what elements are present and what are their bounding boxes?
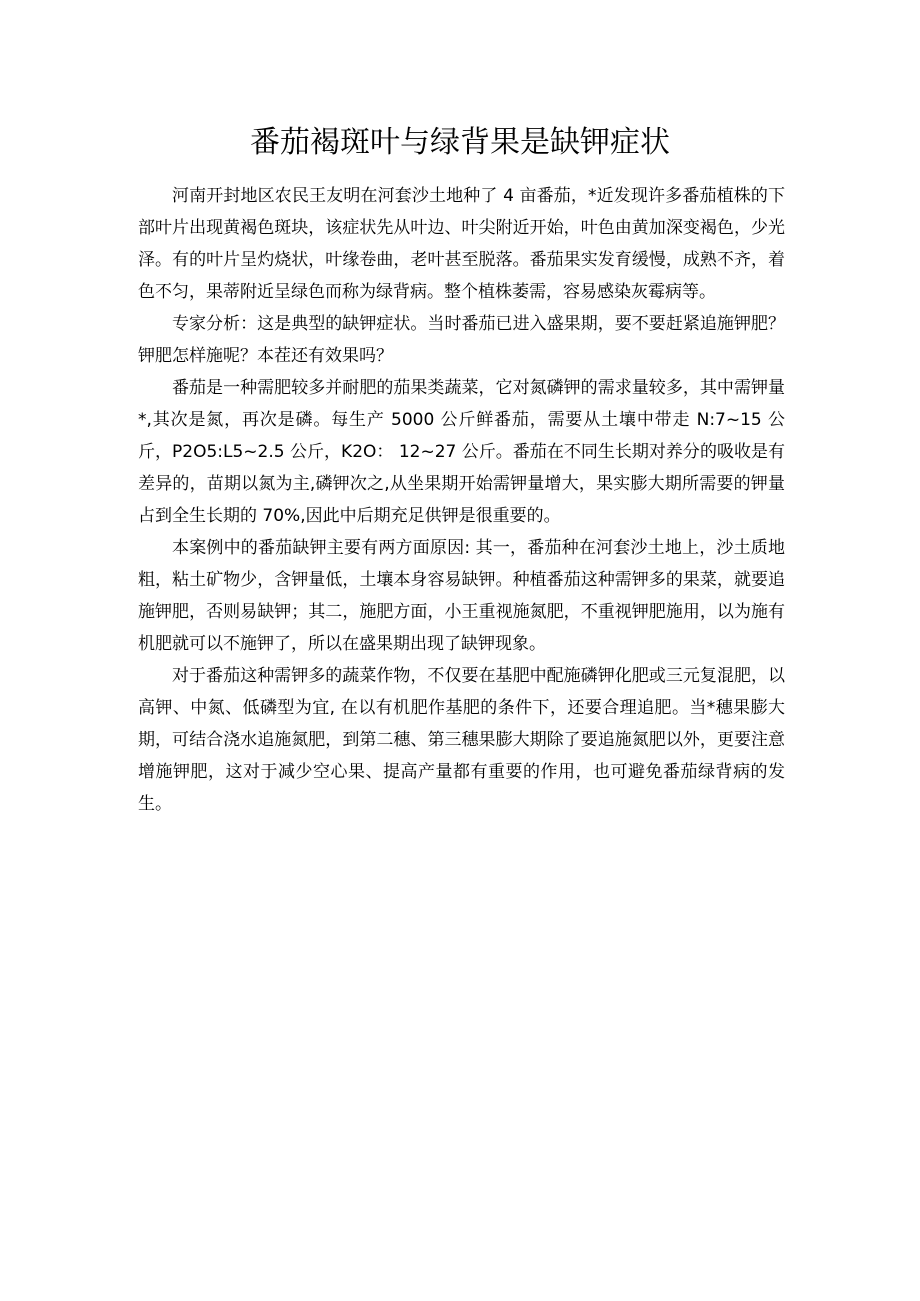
- paragraph-symptoms: 河南开封地区农民王友明在河套沙土地种了 4 亩番茄，*近发现许多番茄植株的下部叶片出现黄褐色斑块，该症状先从叶边、叶尖附近开始，叶色由黄加深变褐色，少光泽。有的叶片呈灼烧状，叶缘卷曲，老叶甚至脱落。番茄果实发育缓慢，成熟不齐，着色不匀，果蒂附近呈绿色而称为绿背病。整个植株萎需，容易感染灰霉病等。: [138, 186, 785, 302]
- document-title: 番茄褐斑叶与绿背果是缺钾症状: [250, 125, 670, 160]
- paragraph-causes: 本案例中的番茄缺钾主要有两方面原因: 其一，番茄种在河套沙土地上，沙土质地粗，粘土矿物少，含钾量低，土壤本身容易缺钾。种植番茄这种需钾多的果菜，就要追施钾肥，否则易缺钾；其二，施肥方面，小王重视施氮肥，不重视钾肥施用，以为施有机肥就可以不施钾了，所以在盛果期出现了缺钾现象。: [138, 538, 785, 654]
- paragraph-recommendations: 对于番茄这种需钾多的蔬菜作物，不仅要在基肥中配施磷钾化肥或三元复混肥，以高钾、中氮、低磷型为宜, 在以有机肥作基肥的条件下，还要合理追肥。当*穗果膨大期，可结合浇水追施氮肥，到第二穗、第三穗果膨大期除了要追施氮肥以外，更要注意增施钾肥，这对于减少空心果、提高产量都有重要的作用，也可避免番茄绿背病的发生。: [138, 666, 785, 814]
- document-body: [138, 180, 785, 820]
- paragraph-nutrient-needs: 番茄是一种需肥较多并耐肥的茄果类蔬菜，它对氮磷钾的需求量较多，其中需钾量*,其次是氮，再次是磷。每生产 5000 公斤鲜番茄，需要从土壤中带走 N:7~15 公斤，P2O5:L5~2.5 公斤，K2O： 12~27 公斤。番茄在不同生长期对养分的吸收是有差异的，苗期以氮为主,磷钾次之,从坐果期开始需钾量增大，果实膨大期所需要的钾量占到全生长期的 70%,因此中后期充足供钾是很重要的。: [138, 378, 785, 526]
- paragraph-expert-analysis: 专家分析：这是典型的缺钾症状。当时番茄已进入盛果期，要不要赶紧追施钾肥？钾肥怎样施呢？本茬还有效果吗？: [138, 314, 785, 366]
